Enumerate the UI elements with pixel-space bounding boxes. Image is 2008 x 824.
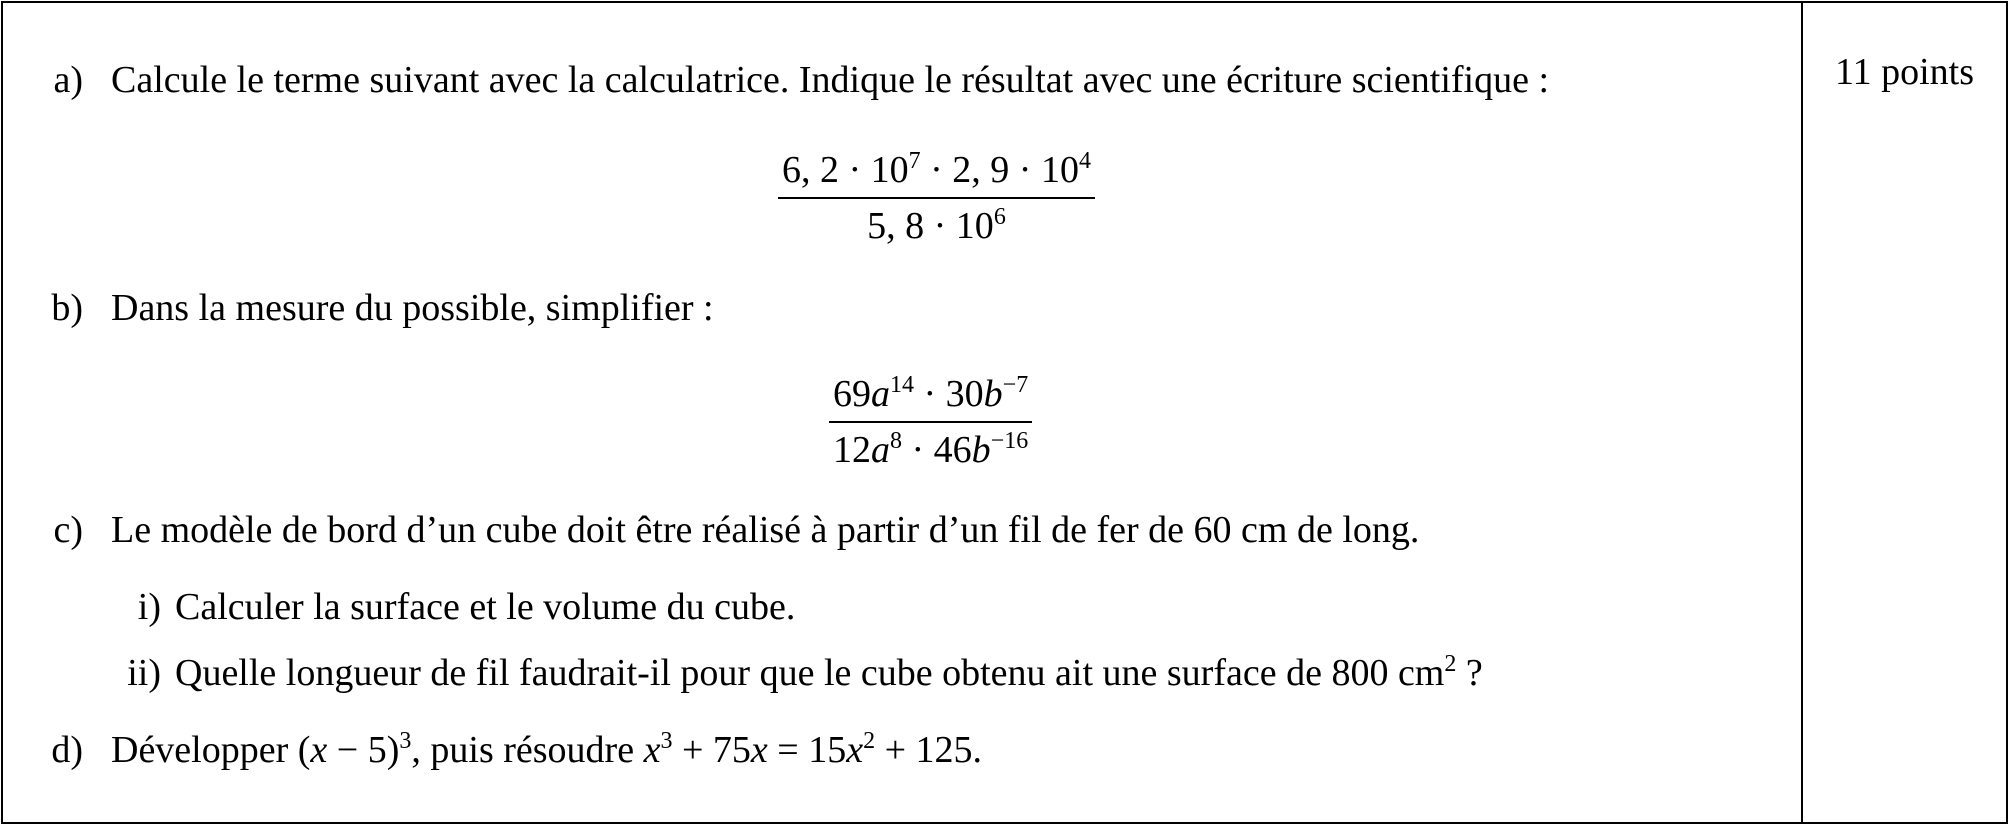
formula-b-denominator: $12a^8 \cdot 46b^{-16}$ — [833, 428, 1029, 471]
subitem-ii-line: Quelle longueur de fil faudrait-il pour que le cube obtenu ait une surface de 800 $cm^2$ ? — [175, 651, 1483, 694]
column-divider — [1801, 3, 1803, 822]
formula-a-denominator: 5, $8 \cdot 10^6$ — [867, 204, 1006, 247]
item-d-text-mid: , puis résoudre — [411, 729, 635, 771]
item-d-label: d) — [51, 729, 83, 771]
subitem-ii-text-after: ? — [1456, 652, 1483, 694]
subitem-i-label: i) — [137, 586, 161, 628]
formula-b-numerator: $69a^{14} \cdot 30b^{-7}$ — [833, 372, 1029, 415]
item-d-text-before: Développer — [111, 729, 289, 771]
item-c-text: Le modèle de bord d’un cube doit être réalisé à partir d’un fil de fer de 60 cm de long. — [111, 509, 1420, 551]
exercise-frame — [1, 1, 2008, 824]
item-b-label: b) — [51, 287, 83, 329]
item-d-equation: $x^3 + 75x = 15x^2 + 125$. — [643, 728, 983, 771]
item-a-text: Calcule le terme suivant avec la calculatrice. Indique le résultat avec une écriture scientifique : — [111, 59, 1550, 101]
item-b-text: Dans la mesure du possible, simplifier : — [111, 287, 714, 329]
item-a-label: a) — [53, 59, 83, 101]
formula-a — [778, 148, 1095, 247]
subitem-ii-label: ii) — [127, 652, 161, 694]
formula-b — [829, 372, 1032, 471]
item-d-line: Développer $(x - 5)^3$, puis résoudre $x^3 + 75x = 15x^2 + 125$. — [111, 728, 983, 771]
subitem-i-text: Calculer la surface et le volume du cube. — [175, 586, 796, 628]
item-c-label: c) — [53, 509, 83, 551]
subitem-ii-text: Quelle longueur de fil faudrait-il pour que le cube obtenu ait une surface de 800 cm — [175, 652, 1445, 694]
points-label: 11 points — [1835, 51, 1974, 93]
formula-a-numerator: 6, $2 \cdot 10^7 \cdot 2$, $9 \cdot 10^4$ — [782, 148, 1091, 191]
